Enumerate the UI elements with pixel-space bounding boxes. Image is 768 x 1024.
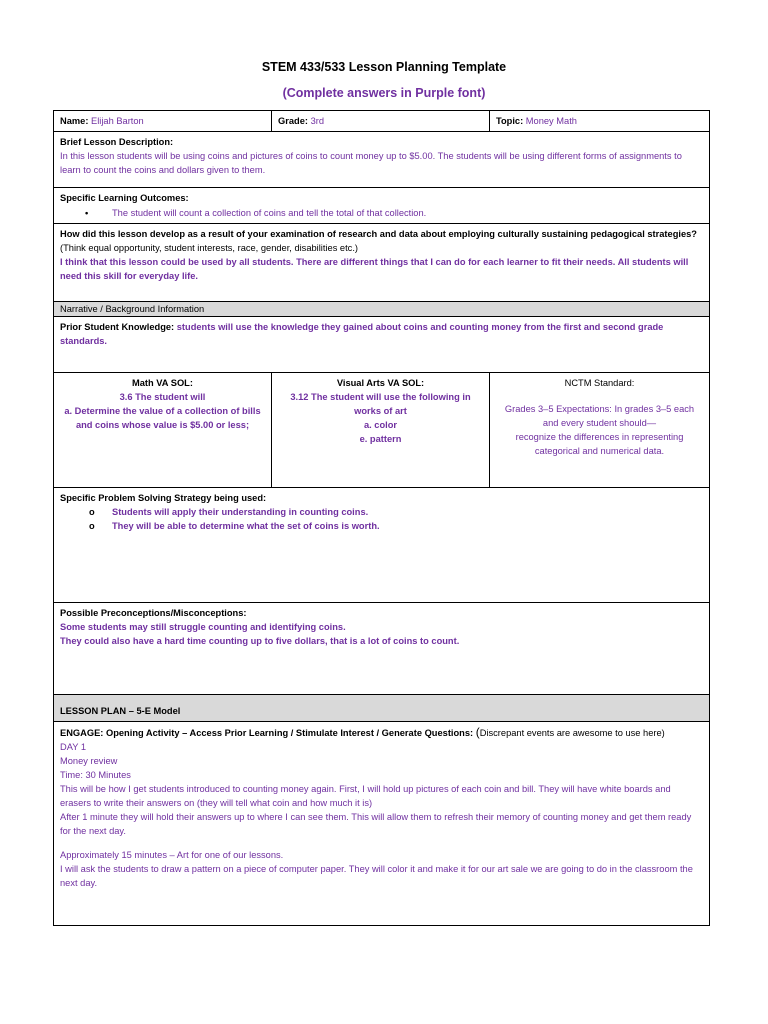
- engage-row: [54, 722, 710, 926]
- engage-paragraph: After 1 minute they will hold their answers up to where I can see them. This will allow them to refresh their memory of counting money and get them ready for the next day.: [60, 812, 692, 836]
- strategy-item: o Students will apply their understanding in counting coins.: [60, 505, 703, 519]
- grade-cell: [272, 111, 490, 132]
- grade-value: 3rd: [310, 116, 324, 126]
- nctm-standard-line: Grades 3–5 Expectations: In grades 3–5 each and every student should—: [504, 404, 695, 428]
- document-title: STEM 433/533 Lesson Planning Template: [261, 60, 507, 74]
- math-sol-label: Math VA SOL:: [132, 378, 193, 388]
- arts-sol-label: Visual Arts VA SOL:: [336, 378, 425, 388]
- strategy-row: [54, 488, 710, 603]
- lesson-plan-header-label: LESSON PLAN – 5-E Model: [60, 706, 181, 716]
- strategy-cell: [54, 488, 710, 603]
- engage-time: Time: 30 Minutes: [60, 770, 131, 780]
- engage-paragraph: This will be how I get students introduced to counting money again. First, I will hold up pictures of each coin and bill. They will have white boards and erasers to write their answers on (they will tell what coin and how much it is): [60, 784, 671, 808]
- narrative-header-cell: [54, 302, 710, 317]
- prior-knowledge-label: Prior Student Knowledge:: [60, 322, 175, 332]
- math-sol-cell: [54, 373, 272, 488]
- nctm-standard-cell: [490, 373, 710, 488]
- strategy-list: [60, 505, 703, 533]
- nctm-standard-line: recognize the differences in representing categorical and numerical data.: [515, 432, 684, 456]
- lesson-plan-header-row: [54, 695, 710, 722]
- arts-sol-line: e. pattern: [359, 434, 402, 444]
- brief-description-row: [54, 132, 710, 188]
- learning-outcomes-cell: [54, 188, 710, 224]
- name-value: Elijah Barton: [91, 116, 144, 126]
- culture-cell: [54, 224, 710, 302]
- engage-cell: [54, 722, 710, 926]
- learning-outcomes-label: Specific Learning Outcomes:: [60, 193, 189, 203]
- topic-cell: [490, 111, 710, 132]
- misconceptions-line: They could also have a hard time counting up to five dollars, that is a lot of coins to count.: [60, 636, 460, 646]
- engage-topic: Money review: [60, 756, 118, 766]
- name-label: Name:: [60, 116, 89, 126]
- engage-day: DAY 1: [60, 742, 87, 752]
- header-row: [54, 111, 710, 132]
- grade-label: Grade:: [278, 116, 308, 126]
- learning-outcomes-row: [54, 188, 710, 224]
- topic-value: Money Math: [525, 116, 577, 126]
- arts-sol-cell: [272, 373, 490, 488]
- name-cell: [54, 111, 272, 132]
- prior-knowledge-cell: [54, 317, 710, 373]
- narrative-header-label: Narrative / Background Information: [60, 304, 205, 314]
- strategy-item: o They will be able to determine what the set of coins is worth.: [60, 519, 703, 533]
- learning-outcomes-list: [60, 206, 703, 220]
- document-subtitle: (Complete answers in Purple font): [282, 86, 486, 100]
- standards-row: [54, 373, 710, 488]
- engage-hint: Discrepant events are awesome to use here): [479, 728, 665, 738]
- misconceptions-cell: [54, 603, 710, 695]
- prior-knowledge-row: [54, 317, 710, 373]
- narrative-header-row: [54, 302, 710, 317]
- engage-label: ENGAGE: Opening Activity – Access Prior Learning / Stimulate Interest / Generate Questions:: [60, 728, 474, 738]
- prior-knowledge-text: students will use the knowledge they gained about coins and counting money from the first and second grade standards.: [60, 322, 664, 346]
- culture-answer: I think that this lesson could be used by all students. There are different things that I can do for each learner to fit their needs. All students will need this skill for everyday life.: [60, 257, 689, 281]
- lesson-plan-header-cell: [54, 695, 710, 722]
- misconceptions-label: Possible Preconceptions/Misconceptions:: [60, 608, 247, 618]
- culture-row: [54, 224, 710, 302]
- brief-description-cell: [54, 132, 710, 188]
- brief-description-label: Brief Lesson Description:: [60, 137, 174, 147]
- engage-paragraph: I will ask the students to draw a pattern on a piece of computer paper. They will color it and make it for our art sale we are going to do in the classroom the next day.: [60, 864, 693, 888]
- misconceptions-row: [54, 603, 710, 695]
- brief-description-text: In this lesson students will be using coins and pictures of coins to count money up to $5.00. The students will be using different forms of assignments to learn to count the coins and dollars given to them.: [60, 151, 682, 175]
- math-sol-line: a. Determine the value of a collection of bills and coins whose value is $5.00 or less;: [64, 406, 261, 430]
- strategy-label: Specific Problem Solving Strategy being used:: [60, 493, 267, 503]
- math-sol-line: 3.6 The student will: [119, 392, 206, 402]
- learning-outcome-item: • The student will count a collection of coins and tell the total of that collection.: [60, 206, 703, 220]
- engage-paragraph: Approximately 15 minutes – Art for one of our lessons.: [60, 850, 284, 860]
- topic-label: Topic:: [496, 116, 524, 126]
- arts-sol-line: 3.12 The student will use the following in works of art: [290, 392, 471, 416]
- culture-question: How did this lesson develop as a result of your examination of research and data about employing culturally sustaining pedagogical strategies?: [60, 229, 697, 239]
- nctm-standard-label: NCTM Standard:: [564, 378, 635, 388]
- culture-hint: (Think equal opportunity, student interests, race, gender, disabilities etc.): [60, 243, 359, 253]
- misconceptions-line: Some students may still struggle counting and identifying coins.: [60, 622, 346, 632]
- engage-paren: (: [475, 725, 480, 739]
- arts-sol-line: a. color: [363, 420, 398, 430]
- lesson-plan-table: [53, 110, 710, 926]
